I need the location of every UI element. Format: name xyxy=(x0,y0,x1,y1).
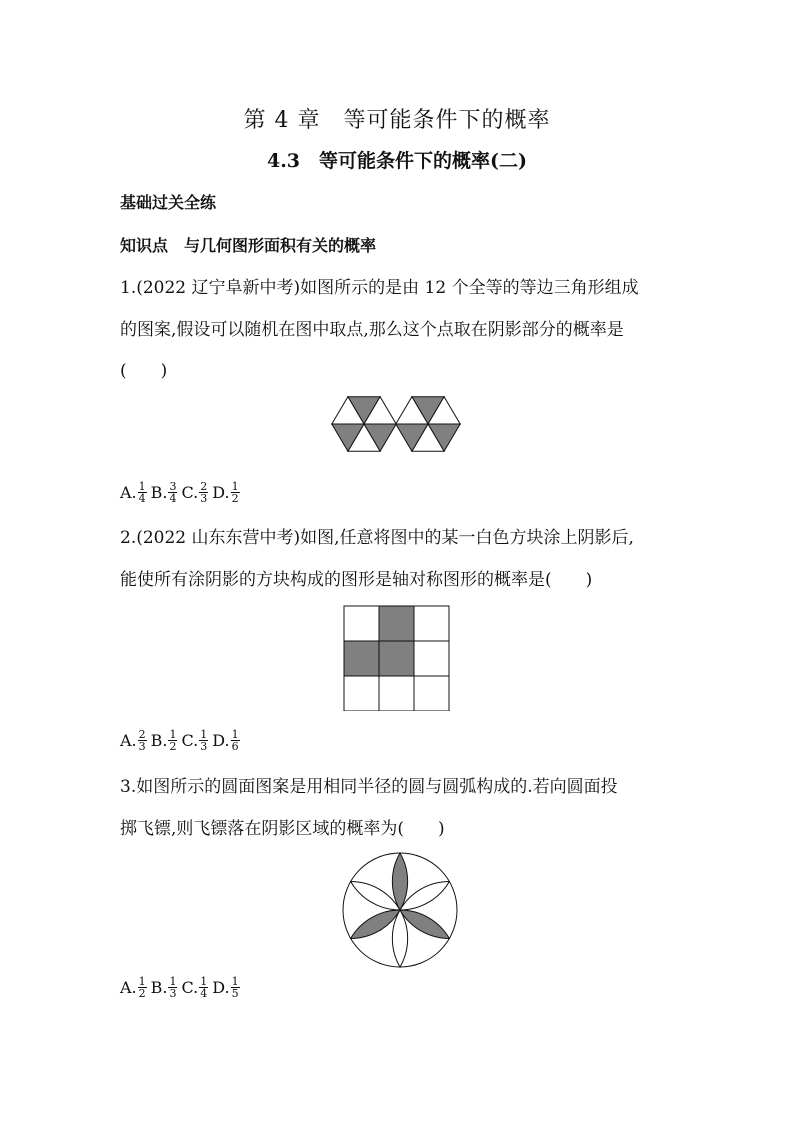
q1-option-c[interactable]: C. $\frac{2}{3}$ xyxy=(181,480,208,505)
q3-line-2: 掷飞镖,则飞镖落在阴影区域的概率为( ) xyxy=(120,819,445,839)
part-heading: 基础过关全练 xyxy=(120,193,217,212)
q3-option-c[interactable]: C. $\frac{1}{4}$ xyxy=(181,975,208,1000)
q1-line-3: ( ) xyxy=(120,361,168,381)
q3-circle-figure xyxy=(340,850,460,970)
q1-option-d[interactable]: D. $\frac{1}{2}$ xyxy=(212,480,239,505)
q3-line-1: 3.如图所示的圆面图案是用相同半径的圆与圆弧构成的.若向圆面投 xyxy=(120,777,618,797)
q2-option-b[interactable]: B. $\frac{1}{2}$ xyxy=(150,728,177,753)
chapter-title: 第 4 章 等可能条件下的概率 xyxy=(243,108,551,133)
grid-cell-r2-c2 xyxy=(379,641,414,676)
q1-options xyxy=(120,481,244,504)
q3-option-a[interactable]: A. $\frac{1}{2}$ xyxy=(120,975,146,1000)
q3-option-d[interactable]: D. $\frac{1}{5}$ xyxy=(212,975,239,1000)
knowledge-heading: 知识点 与几何图形面积有关的概率 xyxy=(120,236,377,255)
q1-triangle-figure xyxy=(330,390,465,470)
grid-cell-r1-c2 xyxy=(379,606,414,641)
q3-option-b[interactable]: B. $\frac{1}{3}$ xyxy=(150,975,177,1000)
q3-options xyxy=(120,976,244,999)
grid-cell-r1-c1 xyxy=(344,606,379,641)
q2-option-d[interactable]: D. $\frac{1}{6}$ xyxy=(212,728,239,753)
grid-cell-r2-c1 xyxy=(344,641,379,676)
q2-grid-figure xyxy=(343,605,451,711)
grid-cell-r1-c3 xyxy=(414,606,449,641)
grid-cell-r3-c2 xyxy=(379,676,414,711)
grid-cell-r3-c1 xyxy=(344,676,379,711)
q2-option-a[interactable]: A. $\frac{2}{3}$ xyxy=(120,728,146,753)
q2-line-1: 2.(2022 山东东营中考)如图,任意将图中的某一白色方块涂上阴影后, xyxy=(120,528,634,548)
q2-line-2: 能使所有涂阴影的方块构成的图形是轴对称图形的概率是( ) xyxy=(120,570,593,590)
q1-option-b[interactable]: B. $\frac{3}{4}$ xyxy=(150,480,177,505)
section-title: 4.3 等可能条件下的概率(二) xyxy=(266,150,528,172)
grid-cell-r2-c3 xyxy=(414,641,449,676)
q2-options xyxy=(120,729,244,752)
grid-cell-r3-c3 xyxy=(414,676,449,711)
q1-line-1: 1.(2022 辽宁阜新中考)如图所示的是由 12 个全等的等边三角形组成 xyxy=(120,278,639,298)
q2-option-c[interactable]: C. $\frac{1}{3}$ xyxy=(181,728,208,753)
q1-line-2: 的图案,假设可以随机在图中取点,那么这个点取在阴影部分的概率是 xyxy=(120,320,624,340)
q1-option-a[interactable]: A. $\frac{1}{4}$ xyxy=(120,480,146,505)
